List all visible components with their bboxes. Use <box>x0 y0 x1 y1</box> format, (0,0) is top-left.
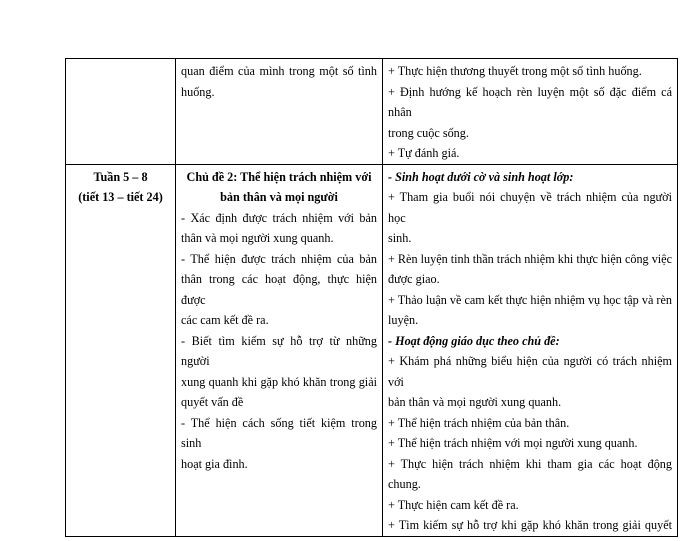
text-line: + Tự đánh giá. <box>388 146 460 160</box>
text-line: + Định hướng kế hoạch rèn luyện một số đặc điểm cá nhân <box>388 84 672 119</box>
week-cell <box>66 164 176 536</box>
week-cell <box>66 59 176 165</box>
text-line: - Xác định được trách nhiệm với bản <box>181 210 377 225</box>
text-line: huống. <box>181 84 215 99</box>
text-line: + Thực hiện cam kết đề ra. <box>388 497 519 512</box>
heading-line: - Hoạt động giáo dục theo chủ đề: <box>388 333 560 348</box>
text-line: - Thể hiện cách sống tiết kiệm trong sinh <box>181 415 377 450</box>
activities-cell <box>383 59 678 165</box>
heading-line: bản thân và mọi người <box>220 190 338 204</box>
text-line: + Thể hiện trách nhiệm với mọi người xung quanh. <box>388 436 638 450</box>
heading-line: (tiết 13 – tiết 24) <box>78 190 163 204</box>
heading-line: Chủ đề 2: Thể hiện trách nhiệm với <box>186 169 372 184</box>
table-row <box>66 59 678 165</box>
text-line: - Thể hiện được trách nhiệm của bản <box>181 251 377 266</box>
text-line: các cam kết đề ra. <box>181 313 269 327</box>
heading-line: Tuần 5 – 8 <box>93 169 148 184</box>
table-row <box>66 164 678 536</box>
text-line: thân và mọi người xung quanh. <box>181 231 334 245</box>
text-line: + Tìm kiếm sự hỗ trợ khi gặp khó khăn trong giải quyết <box>388 518 672 532</box>
text-line: được giao. <box>388 272 440 286</box>
activities-cell <box>383 164 678 536</box>
lesson-plan-table <box>65 58 678 537</box>
text-line: + Rèn luyện tinh thần trách nhiệm khi thực hiện công việc <box>388 251 672 266</box>
text-line: + Thực hiện thương thuyết trong một số tình huống. <box>388 64 642 78</box>
topic-cell <box>176 164 383 536</box>
text-line: chung. <box>388 477 421 491</box>
text-line: + Khám phá những biểu hiện của người có trách nhiệm với <box>388 354 672 389</box>
text-line: hoạt gia đình. <box>181 456 248 471</box>
text-line: luyện. <box>388 313 419 327</box>
text-line: xung quanh khi gặp khó khăn trong giải <box>181 374 377 389</box>
text-line: + Thể hiện trách nhiệm của bản thân. <box>388 415 570 430</box>
text-line: + Tham gia buổi nói chuyện về trách nhiệm của người học <box>388 190 672 225</box>
text-line: quyết vấn đề <box>181 395 244 409</box>
text-line: + Thực hiện trách nhiệm khi tham gia các hoạt động <box>388 456 672 471</box>
text-line: + Thảo luận về cam kết thực hiện nhiệm vụ học tập và rèn <box>388 292 672 307</box>
topic-cell <box>176 59 383 165</box>
heading-line: - Sinh hoạt dưới cờ và sinh hoạt lớp: <box>388 169 574 184</box>
text-line: quan điểm của mình trong một số tình <box>181 64 377 78</box>
text-line: sinh. <box>388 231 412 245</box>
text-line: bản thân và mọi người xung quanh. <box>388 395 562 409</box>
text-line: trong cuộc sống. <box>388 125 469 140</box>
text-line: thân trong các hoạt động, thực hiện được <box>181 272 377 307</box>
text-line: - Biết tìm kiếm sự hỗ trợ từ những người <box>181 333 377 368</box>
